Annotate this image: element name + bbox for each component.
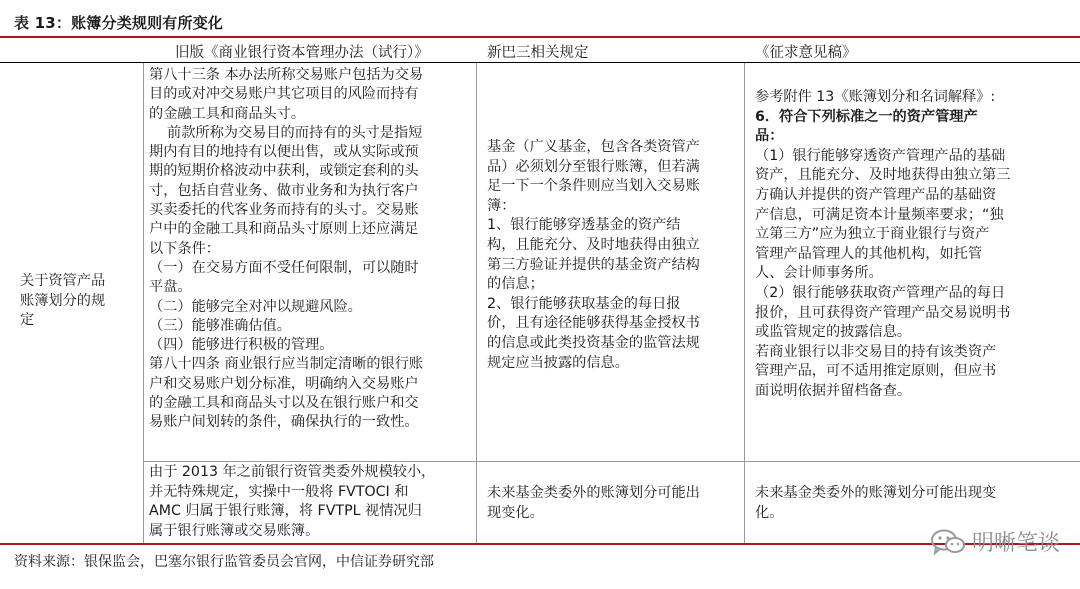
wechat-icon: [930, 528, 966, 556]
row2-basel-iii: 未来基金类委外的账簿划分可能出 现变化。: [487, 485, 700, 521]
header-basel-iii: 新巴三相关规定: [487, 45, 589, 61]
watermark-text: 明晰笔谈: [971, 531, 1060, 556]
header-old-regulation: 旧版《商业银行资本管理办法（试行）》: [175, 45, 429, 61]
source-note: 资料来源：银保监会，巴塞尔银行监管委员会官网，中信证券研究部: [14, 554, 434, 570]
table-caption: 表 13：账簿分类规则有所变化: [14, 14, 224, 32]
divider-col3: [744, 63, 745, 543]
header-draft: 《征求意见稿》: [755, 45, 857, 61]
row1-basel-iii: 基金（广义基金，包含各类资管产 品）必须划分至银行账簿，但若满 足一下一个条件则应当划入交易账 簿： 1、银行能够穿透基金的资产结 构，且能充分、及时地获得由独立 第三方验证并提供的基金资产结构 的信息； 2、银行能够获取基金的每日报 价，且有途径能够获得基金授权书 的信息或此类投资基金的监管法规 规定应当披露的信息。: [487, 139, 700, 371]
row-label: 关于资管产品 账簿划分的规 定: [20, 273, 106, 329]
top-rule: [0, 36, 1080, 38]
row-divider: [143, 461, 1080, 462]
divider-col2: [476, 63, 477, 543]
divider-col1: [143, 63, 144, 543]
bottom-rule: [0, 543, 1080, 545]
row2-old-regulation: 由于 2013 年之前银行资管类委外规模较小， 并无特殊规定，实操中一般将 FVTOCI 和 AMC 归属于银行账簿，将 FVTPL 视情况归 属于银行账簿或交易账簿。: [149, 464, 436, 539]
row1-old-regulation: 第八十三条 本办法所称交易账户包括为交易 目的或对冲交易账户其它项目的风险而持有 的金融工具和商品头寸。 前款所称为交易目的而持有的头寸是指短 期内有目的地持有以便出售，或从实际或预 期的短期价格波动中获利，或锁定套利的头 寸，包括自营业务、做市业务和为执行客户 买卖委托的代客业务而持有的头寸。交易账 户中的金融工具和商品头寸原则上还应满足 以下条件： （一）在交易方面不受任何限制，可以随时 平盘。 （二）能够完全对冲以规避风险。 （三）能够准确估值。 （四）能够进行积极的管理。 第八十四条 商业银行应当制定清晰的银行账 户和交易账户划分标准，明确纳入交易账户 的金融工具和商品头寸以及在银行账户和交 易账户间划转的条件，确保执行的一致性。: [149, 67, 424, 431]
header-rule: [0, 62, 1080, 63]
row1-draft: 参考附件 13《账簿划分和名词解释》: 6．符合下列标准之一的资产管理产 品： （1）银行能够穿透资产管理产品的基础 资产，且能充分、及时地获得由独立第三 方确认并提供的资产管理产品的基础资 产信息，可满足资本计量频率要求；“独 立第三方”应为独立于商业银行与资产 管理产品管理人的其他机构，如托管 人、会计师事务所。 （2）银行能够获取资产管理产品的每日 报价，且可获得资产管理产品交易说明书 或监管规定的披露信息。 若商业银行以非交易目的持有该类资产 管理产品，可不适用推定原则，但应书 面说明依据并留档备查。: [755, 89, 1011, 399]
row2-draft: 未来基金类委外的账簿划分可能出现变 化。: [755, 485, 997, 521]
watermark: [930, 526, 1060, 557]
